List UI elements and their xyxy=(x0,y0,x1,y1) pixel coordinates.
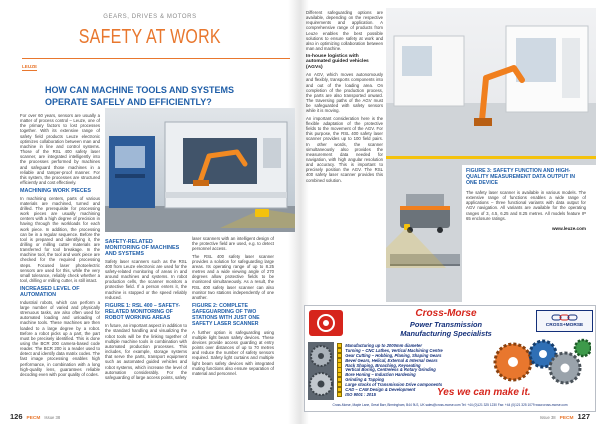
issue-label: Issue 38 xyxy=(539,415,556,420)
body-paragraph: laser scanners with an intelligent design of the protective field are used, e.g. to detect personnel access. xyxy=(192,236,274,252)
left-folio xyxy=(10,412,60,421)
cross-morse-logo xyxy=(309,310,343,336)
body-paragraph: An important consideration here is the flexible adaptation of the protective fields to the movement of the AGV. For this purpose, the RSL 400 safety laser scanner provides up to 100 field pairs. In other words, the scanner simultaneously also provides the measurement data needed for navigation, with high angular resolution and accuracy. This is important to precisely position the AGV. The RSL 400 safety laser scanner provides this combined solution. xyxy=(306,115,383,183)
service-label: Vertical Boring, Centreless & Rotary Grinding xyxy=(345,367,436,373)
page-number: 126 xyxy=(10,412,23,421)
body-paragraph: In future, an important aspect in addition to the standard handling and visualizing the robot tools will be the linking together of multiple machine tools in combination with automated production processes. This includes, for example, storage systems that serve the parts, transport equipment such as automated guided vehicles and robot systems, which increase the level of automation considerably. For the safeguarding of large access points, safety xyxy=(105,323,187,380)
page-number: 127 xyxy=(577,412,590,421)
article-title: SAFETY AT WORK xyxy=(78,26,222,48)
right-column-1 xyxy=(306,10,383,302)
left-column-3 xyxy=(192,236,274,411)
intro-paragraph: For over 60 years, sensors are usually a matter of process control – Leuze, one of the primary factors to lost processes together. With its extensive range of safety field products Leuze electronic optimizes collaboration between man and machine in line and control systems. Those of the RSL 400 safety laser scanner, are integrated intelligently into the processes performed by machines and safeguard those machines in a reliable and tamper-proof manner. For this system, the processes are structured efficiently and cost effectively. xyxy=(20,113,100,186)
service-label: Bore Honing – Induction Hardening xyxy=(345,372,416,378)
subheading-automation: INCREASED LEVEL OF AUTOMATION xyxy=(20,285,80,298)
article-title-wrap xyxy=(0,26,300,49)
floor-marking xyxy=(386,156,596,159)
leuze-website-link: www.leuze.com xyxy=(551,226,586,231)
gear-strip-image xyxy=(308,342,334,400)
ad-brand-name: Cross-Morse xyxy=(415,308,477,319)
cross-morse-advert xyxy=(304,305,596,412)
section-kicker: GEARS, DRIVES & MOTORS xyxy=(103,14,197,20)
automated-guided-vehicle xyxy=(400,194,450,233)
service-label: ISO 9001 : 2015 xyxy=(345,391,376,397)
ad-slogan: Yes we can make it. xyxy=(437,387,531,398)
machining-centre xyxy=(165,122,287,208)
service-label: Gear Cutting – Hobbing, Planing, Shaping Gears xyxy=(345,352,442,358)
title-rule xyxy=(22,58,290,59)
ad-badge-logo xyxy=(536,310,593,332)
figure-3-text: The safety laser scanner is available in various models. The extensive range of functions enables a wide range of applications – three functional variants with data output for AGV navigation. All variants are available for the operating ranges of 3, 4.5, 6.25 and 8.25 metres. All models feature IP 65 enclosure ratings. xyxy=(466,190,586,221)
agv-factory-image xyxy=(386,8,596,302)
body-paragraph: A further option is safeguarding using multiple light beam safety devices. These devices provide access guarding at entry points over distances of up to 70 metres and reduce the number of safety sensors required. Safety light curtains and multiple light beam safety devices with integrated muting functions also ensure separation of material and personnel. xyxy=(192,329,274,376)
body-paragraph: Industrial robots, which can perform a large number of varied and physically strenuous tasks, are also often used for automated loading and unloading of machine tools. These machines are then loaded to a large degree by a robot. Before a robot picks up a part, the part must be precisely identified. This is done using the BCR 200 camera-based code reader. The BCR 200 is a reader used to detect and identify data matrix codes. The fast image processing enables high performance, in combination with a long high-quality lens, guarantees reliable decoding even with poor quality of codes. xyxy=(20,299,100,377)
subheading-machining: MACHINING WORK PIECES xyxy=(20,187,91,194)
headline-line-2: OPERATE SAFELY AND EFFICIENTLY? xyxy=(45,96,212,107)
chain-icon xyxy=(551,313,578,322)
figure-2-caption: FIGURE 2: COMPLETE SAFEGUARDING OF TWO STATIONS WITH JUST ONE SAFETY LASER SCANNER xyxy=(192,303,260,328)
service-label: Manufacturing up to 2000mm diameter xyxy=(345,342,422,348)
magazine-name: PECM xyxy=(26,416,41,421)
ad-badge-text: CROSS+MORSE xyxy=(545,323,584,328)
body-paragraph: Different safeguarding options are available, depending on the respective requirements and application. A comprehensive range of products from Leuze enables the best possible solutions to ensure safety at work and also in optimizing collaboration between man and machine. xyxy=(306,10,383,52)
yellow-checkbox-icon xyxy=(337,392,342,397)
body-paragraph: In machining centers, parts of various materials are machined, turned and drilled. The prerequisite for processing work pieces are usually machining centers with a high degree of precision in having through the workloads for each work piece. In addition, the processing can be in a regular sequence. Before the tool is prepared and identifying it, the drilling or milling cutter materials are transferred for tool breakage. In the machine tool, the tool and work piece are checked for the required processing steps. Focused laser photoelectric sensors are used for this, while the very small tolerance, reliably check whether a tool, drilling or milling cutter, is still intact. xyxy=(20,195,100,284)
article-headline xyxy=(45,85,290,108)
left-column-1 xyxy=(20,113,100,410)
service-label: Large stocks of Transmission Drive components xyxy=(345,382,443,388)
service-label: Rack Shaping, Broaching, Keyseating xyxy=(345,362,421,368)
issue-label: Issue 38 xyxy=(44,415,61,420)
subheading-agv: In-house logistics with automated guided vehicles (AGVs) xyxy=(306,53,369,70)
machine-tool-photo xyxy=(105,108,295,232)
service-label: CAD – CAM Design & Development xyxy=(345,386,416,392)
agv-factory-photo xyxy=(386,8,596,302)
gears-cluster-image xyxy=(491,336,591,388)
right-folio xyxy=(540,412,590,421)
figure-1-caption: FIGURE 1: RSL 400 – SAFETY-RELATED MONITORING OF ROBOT WORKING AREAS xyxy=(105,302,181,321)
body-paragraph: An AGV, which moves autonomously and flexibly, transports components into and out of the loading area. On completion of the production process, the parts are also transported onward. The traversing paths of the AGV must be safeguarded with safety sensors while it is moving. xyxy=(306,72,383,114)
blue-machine xyxy=(109,136,155,208)
body-paragraph: The RSL 400 safety laser scanner provides a solution for safeguarding large areas. Its operating range of up to 8.25 metres and a wide viewing angle of 270 degrees allow protective fields to be monitored simultaneously. As a result, the RSL 400 safety laser scanner can also monitor two stations independently of one another. xyxy=(192,253,274,300)
subheading-safety-monitoring: SAFETY-RELATED MONITORING OF MACHINES AND SYSTEMS xyxy=(105,238,180,257)
left-column-2 xyxy=(105,236,187,411)
magazine-name: PECM xyxy=(559,416,574,421)
ad-contact-line: Cross-Morse, Maple Lane, Great Barr, Birmingham, B44 9LS, UK sales@cross-morse.com Tel: +44 (0)121 325 1230 Fax: +44 (0)121 325 1079 www.cross-morse.com xyxy=(332,403,568,407)
service-label: Turning – CNC Lathes, Vertical Machining Centre xyxy=(345,347,443,353)
machine-tool-image xyxy=(105,108,295,232)
company-tag: LEUZE xyxy=(22,64,38,69)
right-page xyxy=(300,0,600,424)
ad-headline-line-2: Manufacturing Specialists xyxy=(400,329,492,338)
ad-headline-line-1: Power Transmission xyxy=(409,320,483,329)
headline-line-1: HOW CAN MACHINE TOOLS AND SYSTEMS xyxy=(45,85,235,95)
service-label: Bevel Gears, Helical, External & Internal Gears xyxy=(345,357,438,363)
body-paragraph: Safety laser scanners such as the RSL 400 from Leuze electronic are used for the safety-related monitoring of areas in and around machines and systems. In robot production cells, the scanner monitors a protective field. If a person enters it, the machine is stopped or the speed reliably reduced. xyxy=(105,258,187,300)
figure-3-caption: FIGURE 3: SAFETY FUNCTION AND HIGH-QUALITY MEASUREMENT DATA OUTPUT IN ONE DEVICE xyxy=(466,168,576,186)
service-label: Grinding & Tapping xyxy=(345,377,385,383)
